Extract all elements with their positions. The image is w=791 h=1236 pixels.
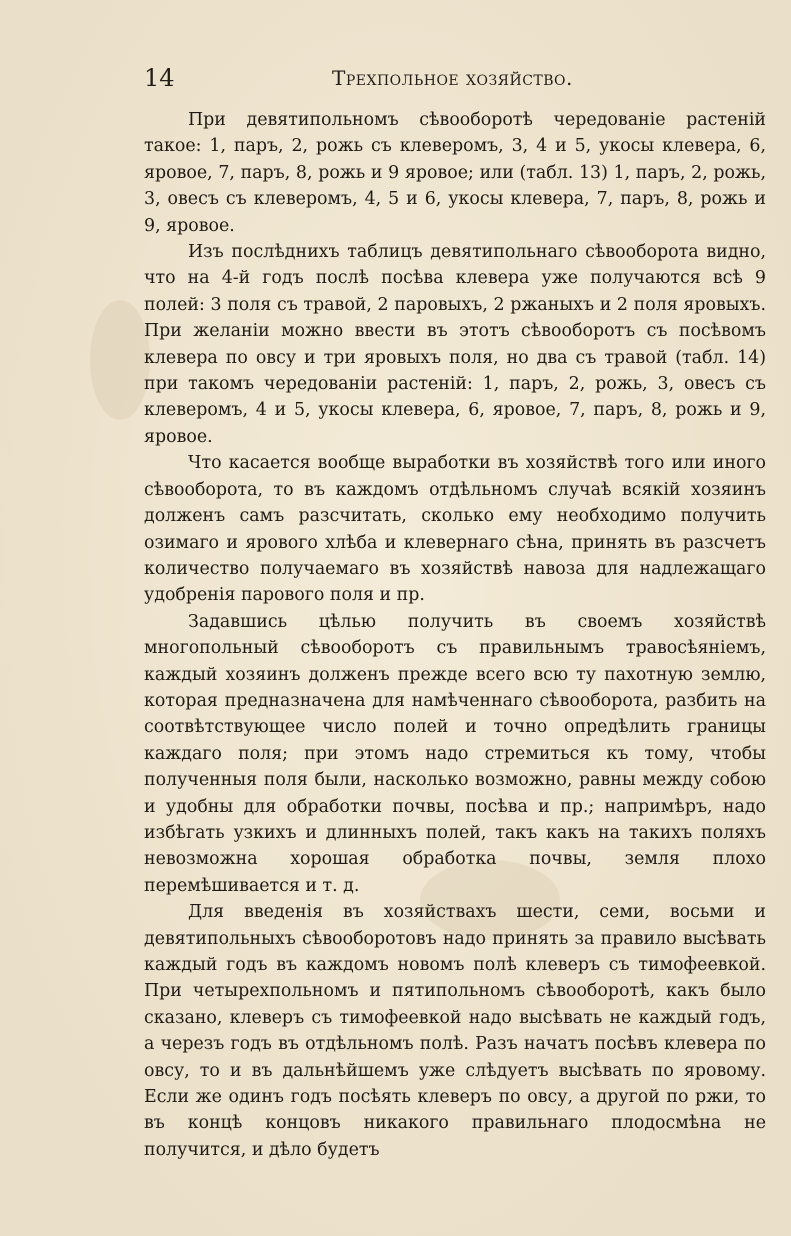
paragraph: Задавшись цѣлью получить въ своемъ хозяйствѣ многопольный сѣвооборотъ съ правильнымъ травосѣяніемъ, каждый хозяинъ долженъ прежде всего всю ту пахотную землю, которая предназначена для намѣченнаго сѣвооборота, разбить на соотвѣтствующее число полей и точно опредѣлить границы каждаго поля; при этомъ надо стремиться къ тому, чтобы полученныя поля были, насколько возможно, равны между собою и удобны для обработки почвы, посѣва и пр.; напримѣръ, надо избѣгать узкихъ и длинныхъ полей, такъ какъ на такихъ поляхъ невозможна хорошая обработка почвы, земля плохо перемѣшивается и т. д. [144,611,766,896]
paragraph: При девятипольномъ сѣвооборотѣ чередованіе растеній такое: 1, паръ, 2, рожь съ клеверомъ, 3, 4 и 5, укосы клевера, 6, яровое, 7, паръ, 8, рожь и 9 яровое; или (табл. 13) 1, паръ, 2, рожь, 3, овесъ съ клеверомъ, 4, 5 и 6, укосы клевера, 7, паръ, 8, рожь и 9, яровое. [144,110,766,236]
paragraph: Для введенія въ хозяйствахъ шести, семи, восьми и девятипольныхъ сѣвооборотовъ надо принять за правило высѣвать каждый годъ въ каждомъ новомъ полѣ клеверъ съ тимофеевкой. При четырехпольномъ и пятипольномъ сѣвооборотѣ, какъ было сказано, клеверъ съ тимофеевкой надо высѣвать не каждый годъ, а черезъ годъ въ отдѣльномъ полѣ. Разъ начатъ посѣвъ клевера по овсу, то и въ дальнѣйшемъ уже слѣдуетъ высѣвать по яровому. Если же одинъ годъ посѣять клеверъ по овсу, а другой по ржи, то въ концѣ концовъ никакого правильнаго плодосмѣна не получится, и дѣло будетъ [144,902,766,1160]
paragraph: Что касается вообще выработки въ хозяйствѣ того или иного сѣвооборота, то въ каждомъ отдѣльномъ случаѣ всякій хозяинъ долженъ самъ разсчитать, сколько ему необходимо получить озимаго и ярового хлѣба и клевернаго сѣна, принять въ разсчетъ количество получаемаго въ хозяйствѣ навоза для надлежащаго удобренія парового поля и пр. [144,453,766,606]
page-number: 14 [144,64,175,92]
page-header [144,64,764,94]
paragraph: Изъ послѣднихъ таблицъ девятипольнаго сѣвооборота видно, что на 4-й годъ послѣ посѣва клевера уже получаются всѣ 9 полей: 3 поля съ травой, 2 паровыхъ, 2 ржаныхъ и 2 поля яровыхъ. При желаніи можно ввести въ этотъ сѣвооборотъ съ посѣвомъ клевера по овсу и три яровыхъ поля, но два съ травой (табл. 14) при такомъ чередованіи растеній: 1, паръ, 2, рожь, 3, овесъ съ клеверомъ, 4 и 5, укосы клевера, 6, яровое, 7, паръ, 8, рожь и 9, яровое. [144,242,766,447]
paper-stain [90,300,150,420]
running-title: Трехпольное хозяйство. [332,66,573,90]
body-text [144,107,766,1163]
